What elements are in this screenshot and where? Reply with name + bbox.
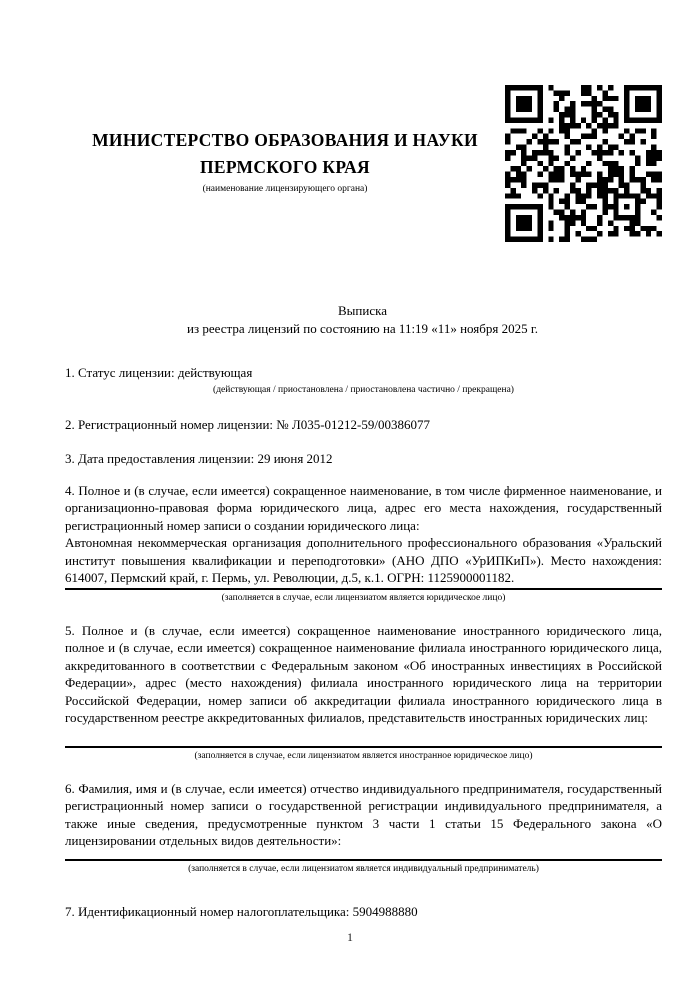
ministry-name-line1: МИНИСТЕРСТВО ОБРАЗОВАНИЯ И НАУКИ	[92, 130, 478, 150]
item-6-empty-value	[65, 850, 662, 858]
item-5-fill-line	[65, 746, 662, 748]
item-2-registration-number	[65, 416, 662, 434]
issuing-authority-caption: (наименование лицензирующего органа)	[202, 184, 368, 194]
item-5-empty-value	[65, 727, 662, 745]
item-4-caption: (заполняется в случае, если лицензиатом является юридическое лицо)	[221, 592, 506, 603]
page-number: 1	[347, 930, 353, 944]
item-4-legal-entity	[65, 482, 662, 604]
ministry-name-line2: ПЕРМСКОГО КРАЯ	[200, 157, 370, 177]
document-body	[65, 364, 662, 920]
item-2-text: 2. Регистрационный номер лицензии: № Л035-01212-59/00386077	[65, 416, 431, 432]
title-line1: Выписка	[338, 303, 387, 318]
item-4-fill-line	[65, 588, 662, 590]
issuing-authority-block	[65, 85, 505, 196]
item-6-label: 6. Фамилия, имя и (в случае, если имеется) отчество индивидуального предпринимателя, государственный регистрационный номер записи о государственной регистрации индивидуального предпринимателя, а также иные сведения, предусмотренные пунктом 3 части 1 статьи 15 Федерального закона «О лицензировании отдельных видов деятельности»:	[65, 780, 662, 848]
title-line2: из реестра лицензий по состоянию на 11:19 «11» ноября 2025 г.	[187, 320, 538, 336]
item-6-fill-line	[65, 859, 662, 861]
item-5-caption: (заполняется в случае, если лицензиатом является иностранное юридическое лицо)	[194, 750, 533, 761]
item-6-caption: (заполняется в случае, если лицензиатом является индивидуальный предприниматель)	[188, 863, 539, 874]
item-3-text: 3. Дата предоставления лицензии: 29 июня 2012	[65, 451, 333, 466]
document-header	[65, 85, 662, 242]
item-4-value: Автономная некоммерческая организация дополнительного профессионального образования «Уральский институт повышения квалификации и переподготовки» (АНО ДПО «УрИПКиП»). Место нахождения: 614007, Пермский край, г. Пермь, ул. Революции, д.5, к.1. ОГРН: 1125900001182.	[65, 535, 662, 585]
document-title	[65, 302, 660, 337]
item-3-license-date	[65, 450, 662, 468]
item-6-individual-entrepreneur	[65, 780, 662, 875]
item-1-text: 1. Статус лицензии: действующая	[65, 365, 253, 380]
item-4-label: 4. Полное и (в случае, если имеется) сокращенное наименование, в том числе фирменное наименование, и организационно-правовая форма юридического лица, адрес его места нахождения, государственный регистрационный номер записи о создании юридического лица:	[65, 482, 662, 533]
qr-code	[505, 85, 662, 242]
item-7-text: 7. Идентификационный номер налогоплательщика: 5904988880	[65, 903, 418, 919]
item-5-label: 5. Полное и (в случае, если имеется) сокращенное наименование иностранного юридического лица, полное и (в случае, если имеется) сокращенное наименование филиала иностранного юридического лица, аккредитованного в соответствии с Федеральным законом «Об иностранных инвестициях в Российской Федерации», адрес (место нахождения) филиала иностранного юридического лица на территории Российской Федерации, номер записи об аккредитации филиала иностранного юридического лица в государственном реестре аккредитованных филиалов, представительств иностранных юридических лиц:	[65, 622, 662, 725]
item-5-foreign-entity	[65, 622, 662, 762]
item-1-license-status	[65, 364, 662, 396]
item-7-taxpayer-number	[65, 903, 662, 921]
item-1-caption: (действующая / приостановлена / приостановлена частично / прекращена)	[213, 384, 514, 395]
